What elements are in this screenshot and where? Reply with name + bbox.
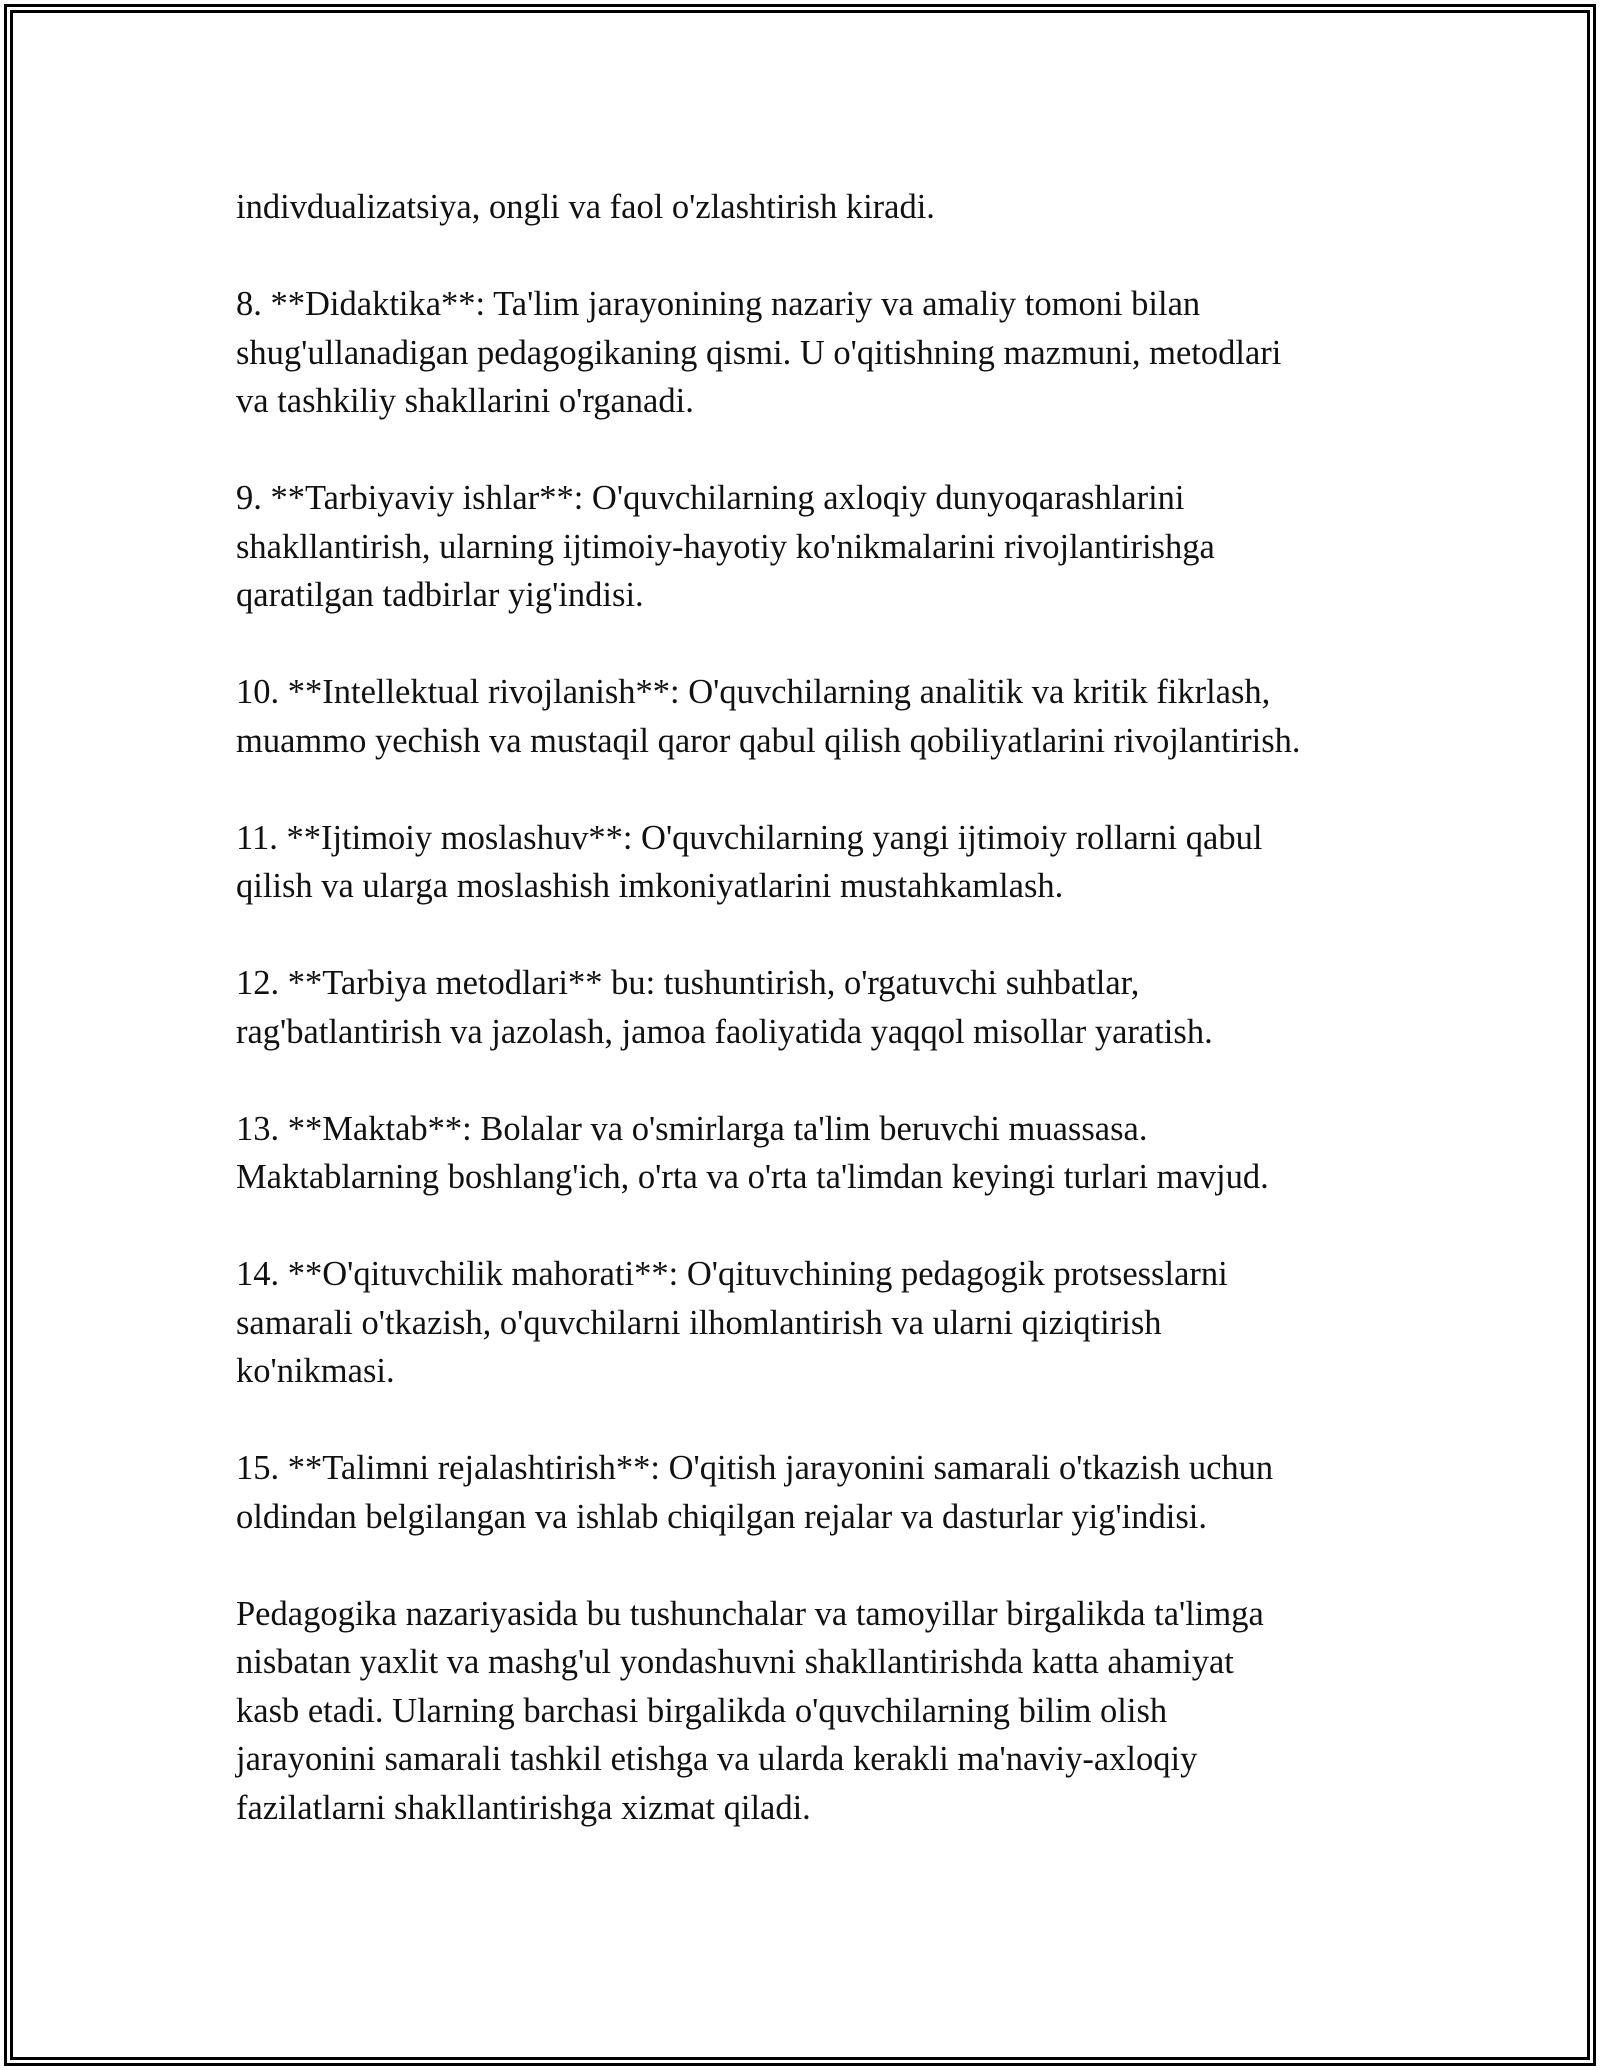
term-intellektual-rivojlanish: 10. **Intellektual rivojlanish**: O'quvchilarning analitik va kritik fikrlash, muammo yechish va mustaqil qaror qabul qilish qobiliyatlarini rivojlantirish. (236, 673, 1301, 760)
document-body (236, 183, 1386, 1832)
term-tarbiyaviy-ishlar: 9. **Tarbiyaviy ishlar**: O'quvchilarning axloqiy dunyoqarashlarini shakllantirish, ularning ijtimoiy-hayotiy ko'nikmalarini rivojlantirishga qaratilgan tadbirlar yig'indisi. (236, 479, 1215, 614)
term-oqituvchilik-mahorati: 14. **O'qituvchilik mahorati**: O'qituvchining pedagogik protsesslarni samarali o'tkazish, o'quvchilarni ilhomlantirish va ularni qiziqtirish ko'nikmasi. (236, 1255, 1228, 1390)
term-maktab: 13. **Maktab**: Bolalar va o'smirlarga ta'lim beruvchi muassasa. Maktablarning boshlang'ich, o'rta va o'rta ta'limdan keyingi turlari mavjud. (236, 1109, 1269, 1196)
paragraph-continuation: indivdualizatsiya, ongli va faol o'zlashtirish kiradi. (236, 188, 935, 226)
term-didaktika: 8. **Didaktika**: Ta'lim jarayonining nazariy va amaliy tomoni bilan shug'ullanadigan pedagogikaning qismi. U o'qitishning mazmuni, metodlari va tashkiliy shakllarini o'rganadi. (236, 285, 1282, 420)
term-tarbiya-metodlari: 12. **Tarbiya metodlari** bu: tushuntirish, o'rgatuvchi suhbatlar, rag'batlantirish va jazolash, jamoa faoliyatida yaqqol misollar yaratish. (236, 964, 1213, 1051)
term-ijtimoiy-moslashuv: 11. **Ijtimoiy moslashuv**: O'quvchilarning yangi ijtimoiy rollarni qabul qilish va ularga moslashish imkoniyatlarini mustahkamlash. (236, 818, 1263, 905)
conclusion-paragraph: Pedagogika nazariyasida bu tushunchalar va tamoyillar birgalikda ta'limga nisbatan yaxlit va mashg'ul yondashuvni shakllantirishda katta ahamiyat kasb etadi. Ularning barchasi birgalikda o'quvchilarning bilim olish jarayonini samarali tashkil etishga va ularda kerakli ma'naviy-axloqiy fazilatlarni shakllantirishga xizmat qiladi. (236, 1594, 1264, 1827)
term-talimni-rejalashtirish: 15. **Talimni rejalashtirish**: O'qitish jarayonini samarali o'tkazish uchun oldindan belgilangan va ishlab chiqilgan rejalar va dasturlar yig'indisi. (236, 1449, 1274, 1536)
